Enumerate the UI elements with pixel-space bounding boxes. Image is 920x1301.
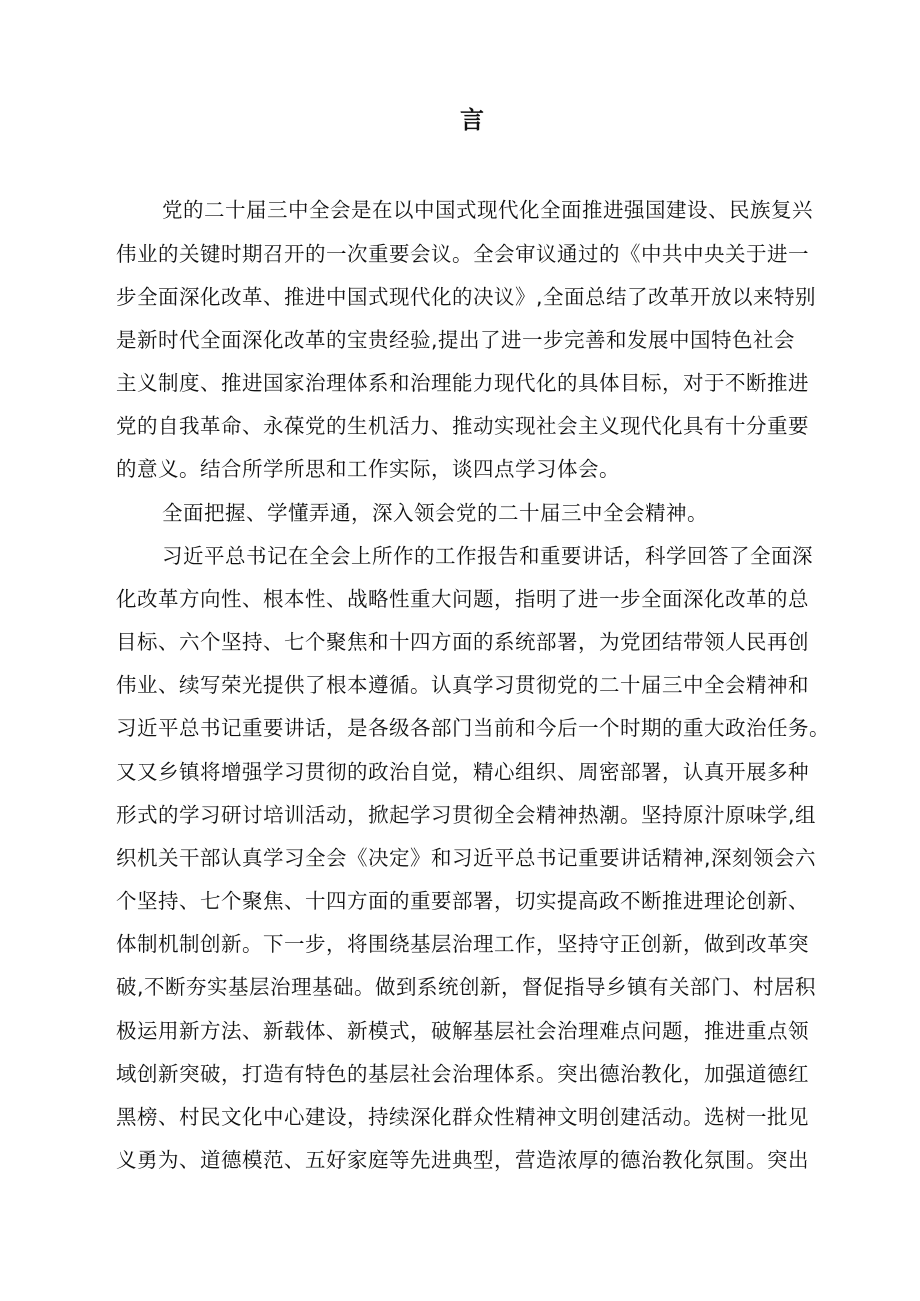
paragraph-line: 目标、六个坚持、七个聚焦和十四方面的系统部署，为党团结带领人民再创 — [116, 630, 809, 654]
paragraph-line: 伟业的关键时期召开的一次重要会议。全会审议通过的《中共中央关于进一 — [116, 242, 809, 266]
paragraph-line: 党的自我革命、永葆党的生机活力、推动实现社会主义现代化具有十分重要 — [116, 414, 809, 438]
paragraph-line: 义勇为、道德模范、五好家庭等先进典型，营造浓厚的德治教化氛围。突出 — [116, 1148, 809, 1172]
paragraph-line: 伟业、续写荣光提供了根本遵循。认真学习贯彻党的二十届三中全会精神和 — [116, 673, 809, 697]
paragraph-line: 步全面深化改革、推进中国式现代化的决议》,全面总结了改革开放以来特别 — [116, 285, 817, 309]
paragraph-line: 织机关干部认真学习全会《决定》和习近平总书记重要讲话精神,深刻领会六 — [116, 846, 817, 870]
paragraph-line: 破,不断夯实基层治理基础。做到系统创新，督促指导乡镇有关部门、村居积 — [116, 975, 817, 999]
paragraph-line: 主义制度、推进国家治理体系和治理能力现代化的具体目标，对于不断推进 — [116, 371, 809, 395]
section-heading: 全面把握、学懂弄通，深入领会党的二十届三中全会精神。 — [162, 501, 708, 525]
page-title: 言 — [460, 106, 486, 134]
paragraph-line: 习近平总书记在全会上所作的工作报告和重要讲话，科学回答了全面深 — [162, 544, 813, 568]
paragraph-line: 域创新突破，打造有特色的基层社会治理体系。突出德治教化，加强道德红 — [116, 1062, 809, 1086]
paragraph-line: 化改革方向性、根本性、战略性重大问题，指明了进一步全面深化改革的总 — [116, 587, 809, 611]
paragraph-line: 的意义。结合所学所思和工作实际，谈四点学习体会。 — [116, 457, 620, 481]
paragraph-line: 个坚持、七个聚焦、十四方面的重要部署，切实提高政不断推进理论创新、 — [116, 889, 809, 913]
paragraph-line: 是新时代全面深化改革的宝贵经验,提出了进一步完善和发展中国特色社会 — [116, 328, 796, 352]
paragraph-line: 极运用新方法、新载体、新模式，破解基层社会治理难点问题，推进重点领 — [116, 1019, 809, 1043]
paragraph-line: 党的二十届三中全会是在以中国式现代化全面推进强国建设、民族复兴 — [162, 198, 813, 222]
paragraph-line: 黑榜、村民文化中心建设，持续深化群众性精神文明创建活动。选树一批见 — [116, 1105, 809, 1129]
paragraph-line: 体制机制创新。下一步，将围绕基层治理工作，坚持守正创新，做到改革突 — [116, 932, 809, 956]
paragraph-line: 又又乡镇将增强学习贯彻的政治自觉，精心组织、周密部署，认真开展多种 — [116, 760, 809, 784]
paragraph-line: 习近平总书记重要讲话，是各级各部门当前和今后一个时期的重大政治任务。 — [116, 716, 830, 740]
paragraph-line: 形式的学习研讨培训活动，掀起学习贯彻全会精神热潮。坚持原汁原味学,组 — [116, 803, 817, 827]
